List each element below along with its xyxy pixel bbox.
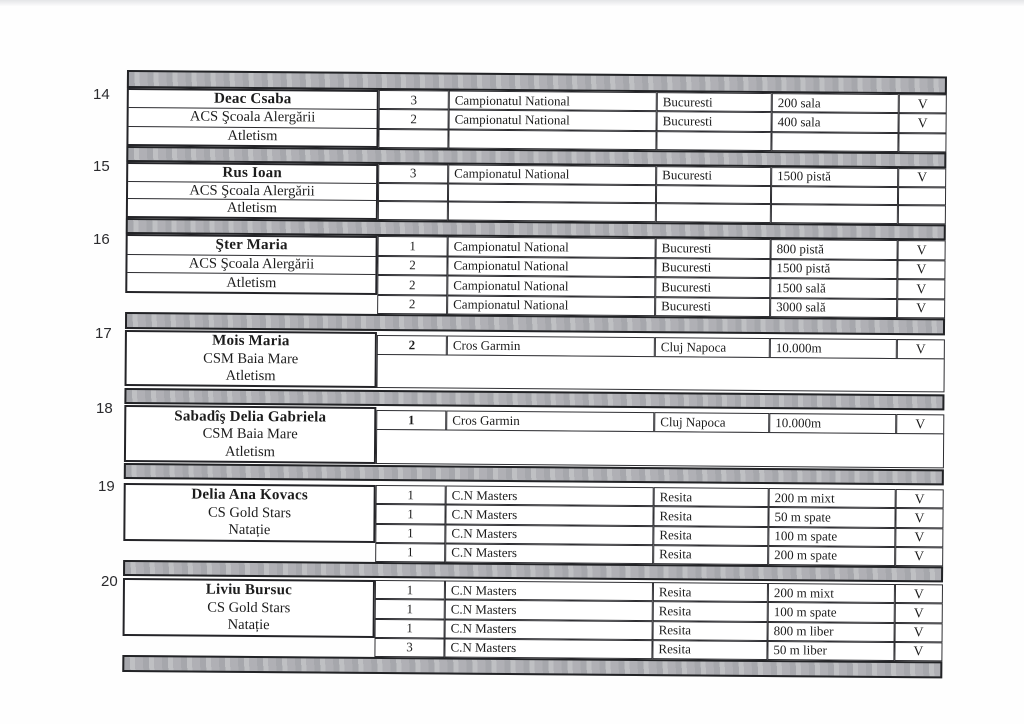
validation-cell: V <box>895 603 943 623</box>
athlete-name: Liviu Bursuc <box>205 581 293 599</box>
validation-cell: V <box>899 94 947 114</box>
competition-cell: Cros Garmin <box>446 411 654 433</box>
row-number: 16 <box>93 231 110 248</box>
city-cell: Resita <box>653 621 768 641</box>
city-cell: Resita <box>653 601 768 621</box>
place-cell: 2 <box>377 335 447 356</box>
athlete-info <box>123 483 375 543</box>
city-cell: Cluj Napoca <box>654 412 769 433</box>
competition-cell <box>448 202 656 222</box>
place-cell: 2 <box>377 275 447 295</box>
city-cell: Bucuresti <box>655 277 770 297</box>
event-cell: 800 m liber <box>768 622 895 642</box>
athlete-info <box>123 578 375 638</box>
athlete-club: CS Gold Stars <box>207 504 292 521</box>
competition-cell: C.N Masters <box>446 486 654 507</box>
row-number: 17 <box>95 325 112 342</box>
event-cell: 10.000m <box>769 413 896 434</box>
validation-cell: V <box>897 339 945 359</box>
competition-cell <box>448 183 656 203</box>
athlete-name: Rus Ioan <box>222 164 283 182</box>
athlete-club: CSM Baia Mare <box>203 350 299 367</box>
validation-cell: V <box>895 508 943 528</box>
athlete-name: Delia Ana Kovacs <box>191 486 308 504</box>
event-cell: 1500 sală <box>770 278 897 298</box>
event-cell <box>771 186 898 206</box>
validation-cell <box>898 133 946 153</box>
athlete-group <box>122 578 943 661</box>
city-cell: Bucuresti <box>656 238 771 258</box>
city-cell <box>656 204 771 224</box>
place-cell: 1 <box>375 618 445 638</box>
validation-cell: V <box>897 299 945 319</box>
event-cell: 200 m spate <box>768 546 895 566</box>
competition-cell: Campionatul National <box>449 110 657 131</box>
event-cell: 1500 pistă <box>770 259 897 279</box>
place-cell <box>378 201 448 220</box>
athlete-club: ACS Şcoala Alergării <box>128 181 376 201</box>
city-cell <box>656 185 771 205</box>
validation-cell: V <box>895 547 943 567</box>
validation-cell: V <box>898 168 946 187</box>
validation-cell: V <box>896 414 944 434</box>
athlete-group <box>125 330 945 392</box>
athlete-info <box>126 162 378 220</box>
athlete-sport: Atletism <box>128 198 376 218</box>
athlete-name: Şter Maria <box>215 237 288 254</box>
athlete-info <box>125 234 377 295</box>
place-cell: 2 <box>377 294 447 314</box>
validation-cell: V <box>895 528 943 548</box>
results-rows <box>378 90 946 152</box>
place-cell: 2 <box>379 109 449 129</box>
event-cell: 50 m liber <box>767 641 894 661</box>
competition-cell: Campionatul National <box>447 276 655 297</box>
validation-cell: V <box>897 279 945 299</box>
event-cell <box>771 204 898 224</box>
athlete-group <box>124 405 944 468</box>
athlete-club: CS Gold Stars <box>207 599 291 616</box>
place-cell: 3 <box>374 638 444 658</box>
athlete-sport: Natație <box>228 522 271 539</box>
validation-cell: V <box>897 260 945 280</box>
event-cell: 10.000m <box>770 338 897 359</box>
city-cell: Bucuresti <box>656 166 771 186</box>
event-cell: 3000 sală <box>770 298 897 318</box>
athlete-group <box>126 88 946 152</box>
athlete-group <box>123 483 944 566</box>
athlete-group <box>125 234 946 318</box>
place-cell: 1 <box>375 543 445 563</box>
place-cell: 1 <box>375 599 445 619</box>
athlete-sport: Atletism <box>128 126 376 146</box>
city-cell: Resita <box>652 640 767 660</box>
competition-cell <box>448 129 656 150</box>
place-cell: 1 <box>376 410 446 431</box>
place-cell: 3 <box>379 90 449 110</box>
validation-cell: V <box>898 240 946 260</box>
event-cell: 200 m mixt <box>768 583 895 603</box>
validation-cell <box>898 205 946 224</box>
athlete-info <box>125 330 377 388</box>
event-cell: 100 m spate <box>768 602 895 622</box>
competition-cell: Campionatul National <box>449 91 657 112</box>
city-cell: Bucuresti <box>655 258 770 278</box>
competition-cell: Cros Garmin <box>447 336 655 358</box>
athlete-name: Sabadîş Delia Gabriela <box>174 407 327 426</box>
event-cell: 800 pistă <box>771 239 898 259</box>
place-cell: 2 <box>377 255 447 275</box>
athlete-club: ACS Şcoala Alergării <box>127 254 375 275</box>
athlete-club: CSM Baia Mare <box>202 425 298 443</box>
city-cell: Cluj Napoca <box>655 337 770 358</box>
results-rows <box>375 485 944 566</box>
place-cell: 1 <box>375 523 445 543</box>
competition-cell: C.N Masters <box>445 543 653 564</box>
place-cell: 1 <box>375 504 445 524</box>
event-cell: 100 m spate <box>768 527 895 547</box>
competition-cell: C.N Masters <box>445 581 653 602</box>
competition-cell: C.N Masters <box>445 600 653 621</box>
competition-cell: Campionatul National <box>448 237 656 258</box>
athlete-name: Deac Csaba <box>213 90 292 108</box>
competition-cell: C.N Masters <box>445 505 653 526</box>
athlete-info <box>124 405 376 464</box>
city-cell: Resita <box>653 582 768 602</box>
results-rows <box>378 164 946 224</box>
athlete-info <box>126 88 378 148</box>
event-cell: 400 sala <box>772 112 899 132</box>
empty-results-area <box>377 354 945 392</box>
validation-cell: V <box>895 623 943 643</box>
place-cell: 1 <box>375 580 445 600</box>
city-cell <box>656 131 771 151</box>
validation-cell: V <box>895 584 943 604</box>
competition-cell: Campionatul National <box>447 295 655 316</box>
event-cell <box>771 132 898 152</box>
event-cell: 1500 pistă <box>771 167 898 187</box>
place-cell: 3 <box>378 164 448 183</box>
athlete-sport: Atletism <box>127 272 375 293</box>
competition-cell: C.N Masters <box>445 524 653 545</box>
scan-edge-artifact <box>0 0 1024 6</box>
city-cell: Resita <box>653 545 768 565</box>
row-number: 20 <box>101 573 118 590</box>
validation-cell: V <box>894 642 942 662</box>
city-cell: Resita <box>654 487 769 507</box>
results-rows <box>377 236 946 318</box>
event-cell: 200 m mixt <box>769 488 896 508</box>
row-number: 18 <box>96 400 113 417</box>
place-cell <box>378 129 448 149</box>
competition-cell: C.N Masters <box>445 619 653 640</box>
athlete-group <box>126 162 946 224</box>
event-cell: 200 sala <box>772 93 899 113</box>
row-number: 15 <box>93 158 110 175</box>
validation-cell: V <box>896 489 944 509</box>
competition-cell: C.N Masters <box>444 638 652 659</box>
athlete-sport: Atletism <box>224 443 276 460</box>
city-cell: Bucuresti <box>655 297 770 317</box>
place-cell: 1 <box>376 485 446 505</box>
athlete-sport: Natație <box>227 617 270 634</box>
competition-cell: Campionatul National <box>448 165 656 185</box>
row-number: 14 <box>93 86 110 103</box>
athlete-club: ACS Şcoala Alergării <box>129 107 377 127</box>
place-cell <box>378 183 448 202</box>
city-cell: Bucuresti <box>657 92 772 112</box>
athlete-name: Mois Maria <box>212 332 290 350</box>
validation-cell <box>898 187 946 206</box>
competition-cell: Campionatul National <box>447 256 655 277</box>
city-cell: Resita <box>653 506 768 526</box>
athlete-sport: Atletism <box>225 367 276 384</box>
results-rows <box>374 580 943 661</box>
row-number: 19 <box>98 478 115 495</box>
place-cell: 1 <box>378 236 448 256</box>
city-cell: Resita <box>653 526 768 546</box>
validation-cell: V <box>899 113 947 133</box>
empty-results-area <box>376 429 944 468</box>
city-cell: Bucuresti <box>657 111 772 131</box>
event-cell: 50 m spate <box>768 507 895 527</box>
results-table <box>122 70 947 678</box>
